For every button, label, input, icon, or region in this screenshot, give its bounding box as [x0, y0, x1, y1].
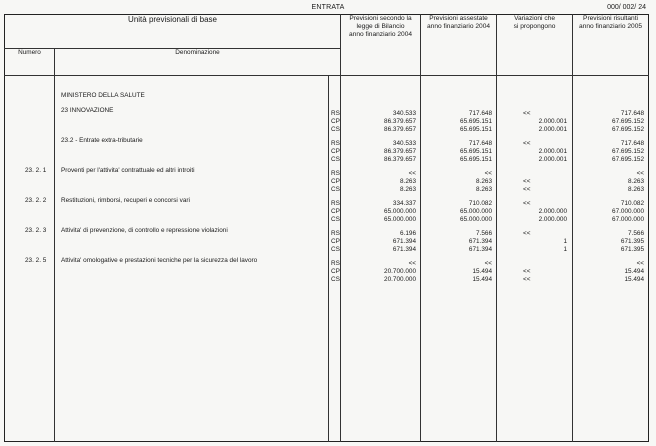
value-previsioni-risultanti: 7.566 [628, 230, 645, 237]
value-previsioni-legge: 340.533 [392, 110, 417, 117]
category-code: RS [331, 230, 340, 237]
numero-column [5, 76, 55, 442]
value-previsioni-legge: 671.394 [392, 238, 417, 245]
value-previsioni-risultanti: 671.395 [620, 246, 645, 253]
value-variazioni: 2.000.001 [538, 156, 568, 163]
value-variazioni: << [523, 140, 531, 147]
header-variazioni: Variazioni che si propongono [497, 15, 573, 76]
row-label: Attivita' omologative e prestazioni tecniche per la sicurezza del lavoro [61, 257, 258, 264]
value-previsioni-legge: 6.196 [400, 230, 417, 237]
value-previsioni-assestate: 8.263 [476, 186, 493, 193]
row-label: Proventi per l'attivita' contrattuale ed altri introiti [61, 167, 195, 174]
value-previsioni-risultanti: 67.695.152 [612, 126, 645, 133]
value-previsioni-assestate: 65.695.151 [460, 118, 493, 125]
denominazione-column [55, 76, 329, 442]
category-code: RS [331, 200, 340, 207]
value-variazioni: 1 [563, 246, 568, 253]
value-variazioni: 2.000.000 [538, 216, 568, 223]
value-previsioni-assestate: 65.000.000 [460, 216, 493, 223]
header-previsioni-assestate: Previsioni assestate anno finanziario 2004 [421, 15, 497, 76]
value-previsioni-assestate: 7.566 [476, 230, 493, 237]
value-variazioni: << [523, 268, 531, 275]
category-code: CP [331, 118, 340, 125]
value-previsioni-risultanti: 710.082 [620, 200, 645, 207]
category-code: CS [331, 246, 340, 253]
value-previsioni-legge: 8.263 [400, 178, 417, 185]
budget-table [4, 14, 649, 442]
value-previsioni-assestate: 65.695.151 [460, 126, 493, 133]
ministry-name: MINISTERO DELLA SALUTE [61, 92, 145, 99]
value-previsioni-legge: 86.379.657 [384, 118, 417, 125]
value-previsioni-assestate: 8.263 [476, 178, 493, 185]
row-number: 23. 2. 3 [25, 227, 47, 234]
category-code: CS [331, 156, 340, 163]
header-previsioni-legge: Previsioni secondo la legge di Bilancio anno finanziario 2004 [341, 15, 421, 76]
value-variazioni: 2.000.001 [538, 148, 568, 155]
value-previsioni-legge: 86.379.657 [384, 156, 417, 163]
previsioni-assestate-column [421, 76, 497, 442]
category-code: CP [331, 208, 340, 215]
category-code: CS [331, 216, 340, 223]
row-number: 23. 2. 2 [25, 197, 47, 204]
value-variazioni: << [523, 200, 531, 207]
value-previsioni-assestate: << [484, 170, 493, 177]
variazioni-column [497, 76, 573, 442]
value-previsioni-assestate: 671.394 [468, 246, 493, 253]
value-variazioni: 2.000.000 [538, 208, 568, 215]
value-previsioni-risultanti: 671.395 [620, 238, 645, 245]
value-previsioni-assestate: 65.695.151 [460, 148, 493, 155]
value-previsioni-assestate: 671.394 [468, 238, 493, 245]
row-label: Attivita' di prevenzione, di controllo e repressione violazioni [61, 227, 228, 234]
value-previsioni-legge: 86.379.657 [384, 126, 417, 133]
value-previsioni-risultanti: 8.263 [628, 186, 645, 193]
value-previsioni-legge: 65.000.000 [384, 216, 417, 223]
category-code: CS [331, 186, 340, 193]
row-number: 23. 2. 5 [25, 257, 47, 264]
category-code: CS [331, 126, 340, 133]
previsioni-legge-column [341, 76, 421, 442]
value-previsioni-risultanti: << [636, 170, 645, 177]
value-variazioni: << [523, 186, 531, 193]
value-previsioni-assestate: 717.648 [468, 140, 493, 147]
value-previsioni-assestate: 65.695.151 [460, 156, 493, 163]
page-code: 000/ 002/ 24 [607, 4, 646, 11]
value-previsioni-legge: 334.337 [392, 200, 417, 207]
numero-header: Numero [5, 49, 55, 76]
value-previsioni-risultanti: 67.695.152 [612, 148, 645, 155]
category-code: CP [331, 148, 340, 155]
value-variazioni: << [523, 230, 531, 237]
value-variazioni: << [523, 110, 531, 117]
category-code: CP [331, 268, 340, 275]
value-previsioni-legge: 340.533 [392, 140, 417, 147]
value-previsioni-risultanti: 67.695.152 [612, 118, 645, 125]
value-previsioni-assestate: 65.000.000 [460, 208, 493, 215]
document-title: ENTRATA [311, 4, 345, 11]
denominazione-header: Denominazione [55, 49, 341, 76]
category-code: CP [331, 238, 340, 245]
value-previsioni-assestate: 710.082 [468, 200, 493, 207]
row-label: 23 INNOVAZIONE [61, 107, 114, 114]
value-previsioni-risultanti: 717.648 [620, 110, 645, 117]
value-previsioni-legge: 8.263 [400, 186, 417, 193]
value-previsioni-assestate: 717.648 [468, 110, 493, 117]
value-previsioni-risultanti: 717.648 [620, 140, 645, 147]
value-previsioni-legge: 671.394 [392, 246, 417, 253]
value-variazioni: 2.000.001 [538, 118, 568, 125]
value-previsioni-risultanti: 67.000.000 [612, 208, 645, 215]
category-code: RS [331, 170, 340, 177]
category-code: CP [331, 178, 340, 185]
value-previsioni-assestate: << [484, 260, 493, 267]
category-code: RS [331, 260, 340, 267]
row-number: 23. 2. 1 [25, 167, 47, 174]
value-previsioni-risultanti: << [636, 260, 645, 267]
value-previsioni-assestate: 15.494 [472, 268, 493, 275]
category-code: CS [331, 276, 340, 283]
value-variazioni: 1 [563, 238, 568, 245]
header-previsioni-risultanti: Previsioni risultanti anno finanziario 2005 [573, 15, 649, 76]
value-previsioni-legge: << [408, 260, 417, 267]
value-previsioni-legge: 86.379.657 [384, 148, 417, 155]
category-column [329, 76, 341, 442]
value-previsioni-legge: << [408, 170, 417, 177]
value-previsioni-assestate: 15.494 [472, 276, 493, 283]
value-previsioni-risultanti: 15.494 [624, 276, 645, 283]
value-previsioni-risultanti: 67.695.152 [612, 156, 645, 163]
row-label: Restituzioni, rimborsi, recuperi e concorsi vari [61, 197, 190, 204]
value-previsioni-legge: 20.700.000 [384, 268, 417, 275]
category-code: RS [331, 110, 340, 117]
value-previsioni-legge: 20.700.000 [384, 276, 417, 283]
previsioni-risultanti-column [573, 76, 649, 442]
value-variazioni: << [523, 276, 531, 283]
value-variazioni: << [523, 178, 531, 185]
value-previsioni-legge: 65.000.000 [384, 208, 417, 215]
unita-header: Unità previsionali di base [5, 15, 341, 49]
value-variazioni: 2.000.001 [538, 126, 568, 133]
category-code: RS [331, 140, 340, 147]
value-previsioni-risultanti: 8.263 [628, 178, 645, 185]
value-previsioni-risultanti: 15.494 [624, 268, 645, 275]
value-previsioni-risultanti: 67.000.000 [612, 216, 645, 223]
row-label: 23.2 - Entrate extra-tributarie [61, 137, 143, 144]
